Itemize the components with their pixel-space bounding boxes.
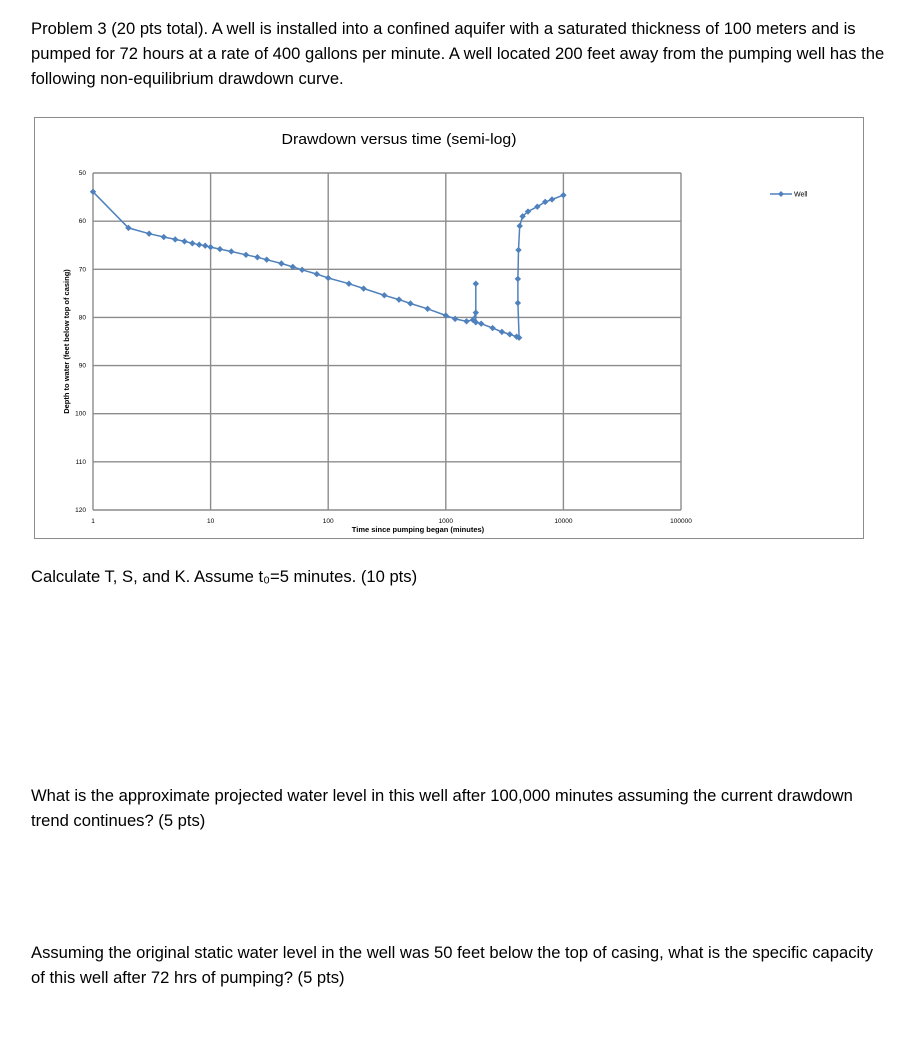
data-point bbox=[299, 267, 305, 273]
y-tick-label: 80 bbox=[78, 314, 86, 322]
y-tick-label: 60 bbox=[78, 218, 86, 226]
legend-label: Well bbox=[794, 191, 808, 199]
y-tick-label: 90 bbox=[78, 362, 86, 370]
data-point bbox=[515, 247, 521, 253]
data-point bbox=[499, 329, 505, 335]
y-tick-label: 50 bbox=[78, 170, 86, 177]
data-point bbox=[207, 244, 213, 250]
data-point bbox=[264, 256, 270, 262]
y-axis-label: Depth to water (feet below top of casing) bbox=[62, 269, 71, 414]
data-point bbox=[314, 271, 320, 277]
data-point bbox=[424, 306, 430, 312]
data-point bbox=[549, 196, 555, 202]
data-point bbox=[202, 242, 208, 248]
data-point bbox=[325, 275, 331, 281]
legend-marker bbox=[778, 191, 784, 197]
data-point bbox=[516, 223, 522, 229]
data-point bbox=[515, 276, 521, 282]
data-point bbox=[360, 285, 366, 291]
data-point bbox=[196, 242, 202, 248]
data-point bbox=[515, 300, 521, 306]
data-point bbox=[473, 281, 479, 287]
data-point bbox=[396, 296, 402, 302]
x-tick-label: 1 bbox=[91, 518, 95, 525]
data-point bbox=[478, 320, 484, 326]
x-tick-label: 10000 bbox=[554, 518, 573, 525]
data-point bbox=[463, 318, 469, 324]
data-point bbox=[278, 260, 284, 266]
data-point bbox=[254, 254, 260, 260]
data-point bbox=[452, 316, 458, 322]
data-point bbox=[346, 281, 352, 287]
x-tick-label: 100 bbox=[322, 518, 334, 525]
y-tick-label: 100 bbox=[75, 410, 86, 418]
y-tick-label: 70 bbox=[78, 266, 86, 274]
data-point bbox=[507, 331, 513, 337]
drawdown-chart bbox=[34, 117, 864, 539]
question-calculate-t-s-k: Calculate T, S, and K. Assume t₀=5 minutes. (10 pts) bbox=[31, 567, 418, 586]
data-point bbox=[181, 238, 187, 244]
chart-canvas bbox=[35, 118, 863, 538]
data-point bbox=[560, 192, 566, 198]
data-point bbox=[189, 240, 195, 246]
data-point bbox=[473, 309, 479, 315]
question-specific-capacity: Assuming the original static water level in the well was 50 feet below the top of casing, what is the specific capacity of this well after 72 hrs of pumping? (5 pts) bbox=[31, 943, 874, 987]
data-point bbox=[172, 236, 178, 242]
y-tick-label: 120 bbox=[75, 507, 86, 514]
problem-intro: Problem 3 (20 pts total). A well is installed into a confined aquifer with a saturated thickness of 100 meters and is pumped for 72 hours at a rate of 400 gallons per minute. A well located 200 feet away from the pumping well has the following non-equilibrium drawdown curve. bbox=[31, 19, 885, 88]
data-point bbox=[161, 234, 167, 240]
data-point bbox=[489, 325, 495, 331]
chart-title: Drawdown versus time (semi-log) bbox=[281, 131, 517, 148]
data-point bbox=[217, 246, 223, 252]
question-projected-water-level: What is the approximate projected water level in this well after 100,000 minutes assuming the current drawdown trend continues? (5 pts) bbox=[31, 786, 853, 830]
data-point bbox=[407, 300, 413, 306]
y-tick-label: 110 bbox=[75, 458, 86, 466]
x-tick-label: 10 bbox=[206, 518, 215, 525]
x-axis-label: Time since pumping began (minutes) bbox=[351, 525, 485, 534]
data-point bbox=[381, 292, 387, 298]
data-point bbox=[146, 230, 152, 236]
x-tick-label: 1000 bbox=[438, 518, 454, 525]
x-tick-label: 100000 bbox=[670, 518, 692, 525]
data-point bbox=[243, 252, 249, 258]
data-point bbox=[228, 248, 234, 254]
